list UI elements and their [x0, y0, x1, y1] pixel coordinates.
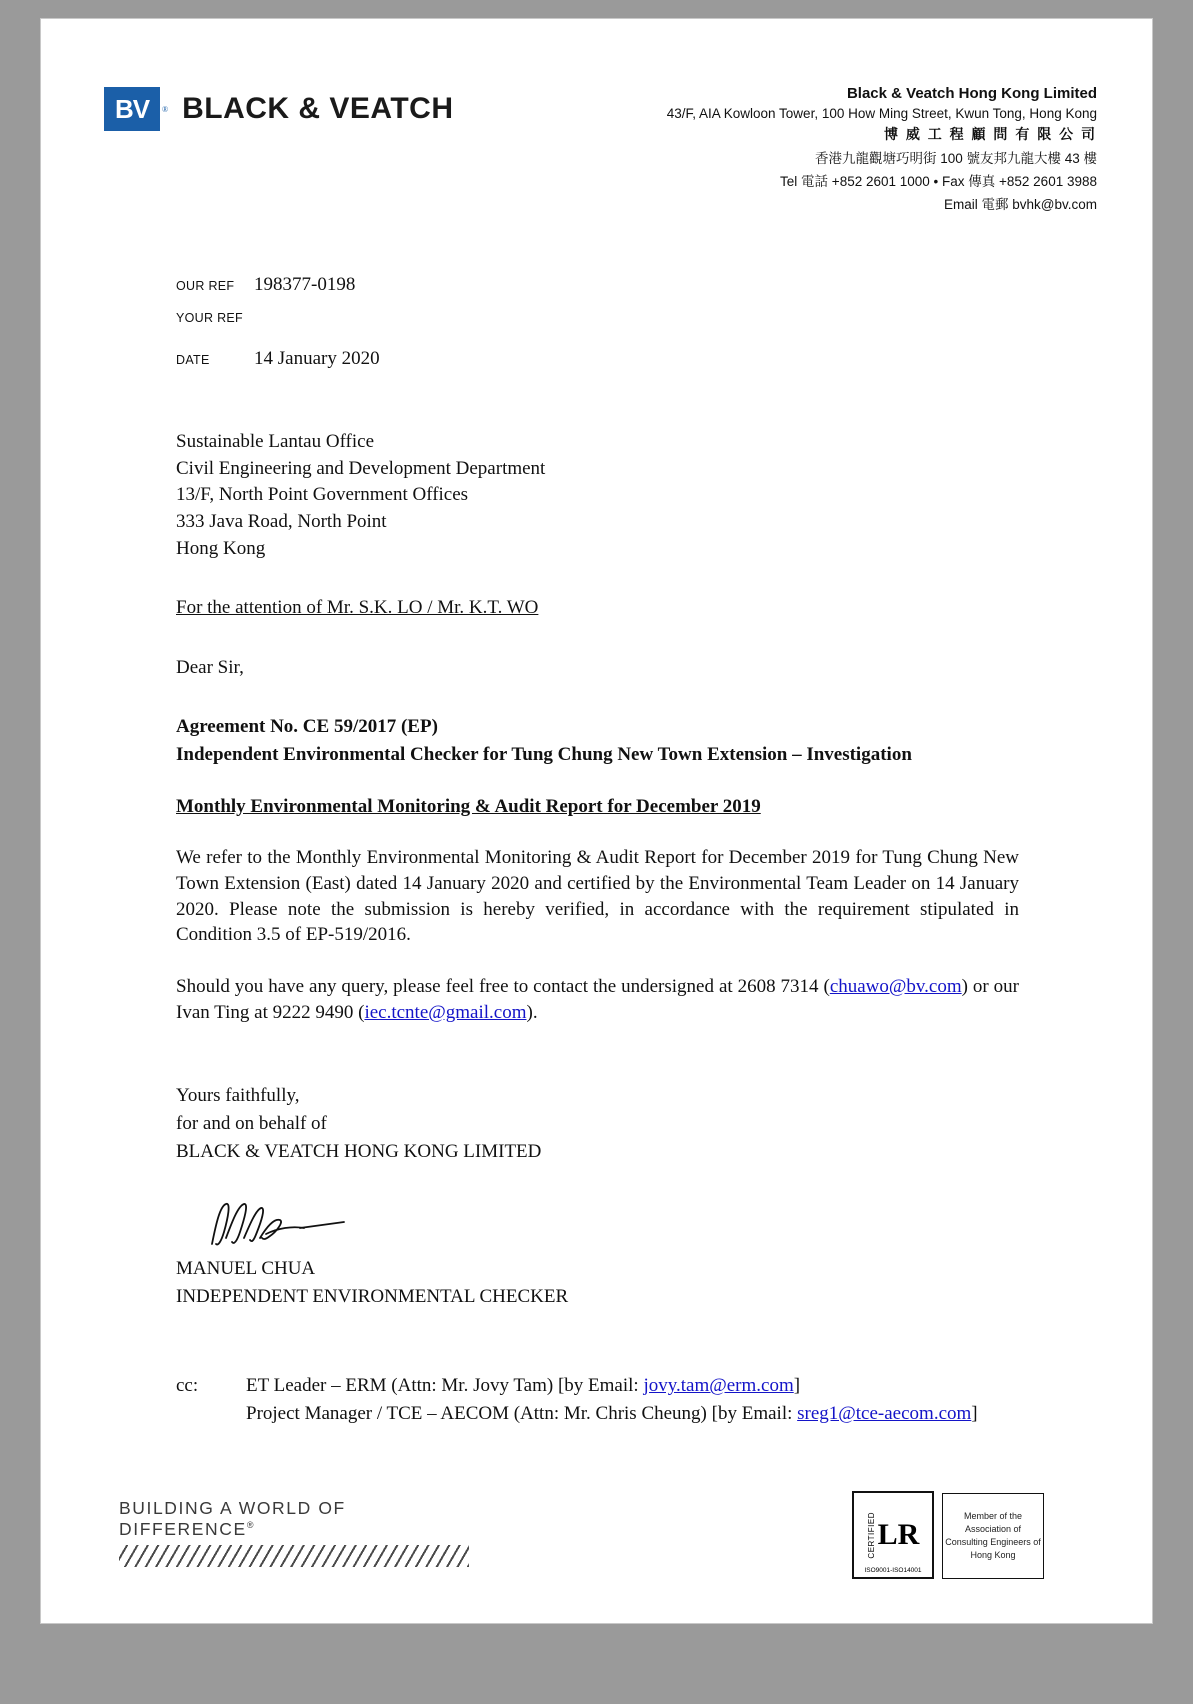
paragraph-2-part-3: ).	[526, 1001, 538, 1023]
cc-block	[176, 1373, 1019, 1426]
subject-line-1: Agreement No. CE 59/2017 (EP)	[176, 716, 438, 738]
subject-block	[176, 714, 1019, 767]
tagline-registered-icon: ®	[246, 1520, 256, 1531]
company-logo-text: BLACK & VEATCH	[182, 92, 454, 125]
cert-iso-label: ISO9001-ISO14001	[864, 1567, 922, 1574]
company-email: Email 電郵 bvhk@bv.com	[944, 197, 1097, 212]
acehk-membership-text: Member of the Association of Consulting Engineers of Hong Kong	[945, 1510, 1041, 1561]
your-ref-label: YOUR REF	[176, 311, 243, 325]
cc-label: cc:	[176, 1375, 199, 1397]
company-logo	[104, 87, 454, 131]
signoff-line-3: BLACK & VEATCH HONG KONG LIMITED	[176, 1140, 542, 1162]
tagline-text	[119, 1498, 479, 1540]
bv-logo-icon	[104, 87, 160, 131]
reference-block	[176, 274, 676, 385]
date-label: DATE	[176, 353, 210, 367]
company-contact-block	[667, 85, 1097, 213]
registered-trademark-icon: ®	[162, 104, 169, 114]
tagline-label: BUILDING A WORLD OF DIFFERENCE	[119, 1498, 346, 1539]
date-value: 14 January 2020	[254, 348, 380, 369]
addressee-line: 333 Java Road, North Point	[176, 510, 387, 532]
tagline-block	[119, 1498, 479, 1567]
signoff-line-1: Yours faithfully,	[176, 1085, 300, 1107]
paragraph-2-part-1: Should you have any query, please feel free to contact the undersigned at 2608 7314 (	[176, 975, 830, 997]
signer-block	[176, 1256, 1019, 1309]
addressee-line: Sustainable Lantau Office	[176, 431, 375, 452]
addressee-line: Civil Engineering and Development Department	[176, 457, 546, 479]
signature-image	[204, 1198, 1019, 1254]
email-link-chuawo[interactable]: chuawo@bv.com	[829, 975, 962, 997]
cc-line-1-suffix: ]	[793, 1375, 801, 1397]
lloyds-register-certification-icon	[852, 1491, 934, 1579]
our-ref-label: OUR REF	[176, 279, 235, 293]
date-row	[176, 348, 676, 368]
cc-line-1	[246, 1373, 1019, 1399]
subject-line-3: Monthly Environmental Monitoring & Audit Report for December 2019	[176, 795, 761, 817]
email-link-iec-tcnte[interactable]: iec.tcnte@gmail.com	[364, 1001, 527, 1023]
paragraph-2-part-2: ) or our Ivan Ting at 9222 9490 (	[176, 975, 1019, 1023]
cert-certified-label: CERTIFIED	[866, 1511, 876, 1559]
company-name: Black & Veatch Hong Kong Limited	[846, 85, 1097, 102]
our-ref-row	[176, 274, 676, 294]
signer-name: MANUEL CHUA	[176, 1258, 316, 1280]
bv-logo-mark-text: BV	[114, 94, 150, 124]
email-link-sreg1-tce-aecom[interactable]: sreg1@tce-aecom.com	[797, 1403, 972, 1425]
letter-page	[40, 18, 1153, 1624]
cc-line-2	[246, 1401, 1019, 1427]
letterhead	[41, 71, 1152, 221]
cc-line-2-text: Project Manager / TCE – AECOM (Attn: Mr. Chris Cheung) [by Email:	[246, 1403, 798, 1425]
our-ref-value: 198377-0198	[254, 274, 356, 295]
addressee-line: 13/F, North Point Government Offices	[176, 484, 469, 506]
company-address-cn: 香港九龍觀塘巧明街 100 號友邦九龍大樓 43 樓	[814, 151, 1097, 166]
addressee-line: Hong Kong	[176, 537, 266, 559]
salutation: Dear Sir,	[176, 656, 244, 678]
cc-line-2-suffix: ]	[971, 1403, 978, 1425]
your-ref-row	[176, 311, 676, 331]
attention-line: For the attention of Mr. S.K. LO / Mr. K.T. WO	[176, 597, 539, 619]
company-address-en: 43/F, AIA Kowloon Tower, 100 How Ming Street, Kwun Tong, Hong Kong	[666, 106, 1097, 121]
paragraph-2	[176, 974, 1019, 1025]
signoff-line-2: for and on behalf of	[176, 1112, 327, 1134]
cert-lr-mark: LR	[877, 1518, 920, 1551]
email-link-jovy-tam[interactable]: jovy.tam@erm.com	[643, 1375, 794, 1397]
signoff-block	[176, 1083, 1019, 1164]
cc-line-1-text: ET Leader – ERM (Attn: Mr. Jovy Tam) [by Email:	[246, 1375, 644, 1397]
addressee-block	[176, 429, 1019, 561]
acehk-membership-badge	[942, 1493, 1044, 1579]
subject-line-2: Independent Environmental Checker for Tung Chung New Town Extension – Investigation	[176, 744, 912, 766]
signer-title: INDEPENDENT ENVIRONMENTAL CHECKER	[176, 1285, 569, 1307]
company-tel-fax: Tel 電話 +852 2601 1000 • Fax 傳真 +852 2601 3988	[780, 174, 1097, 189]
paragraph-1: We refer to the Monthly Environmental Monitoring & Audit Report for December 2019 for Tung Chung New Town Extension (East) dated 14 January 2020 and certified by the Environmental Team Leader on 14 January 2020. Please note the submission is hereby verified, in accordance with the requirement stipulated in Condition 3.5 of EP-519/2016.	[176, 847, 1019, 946]
page-footer	[41, 1477, 1152, 1587]
company-name-cn: 博 威 工 程 顧 問 有 限 公 司	[883, 126, 1097, 142]
cc-recipients	[246, 1373, 1019, 1426]
letter-body	[176, 429, 1019, 1427]
tagline-hatch-decoration	[119, 1545, 469, 1567]
